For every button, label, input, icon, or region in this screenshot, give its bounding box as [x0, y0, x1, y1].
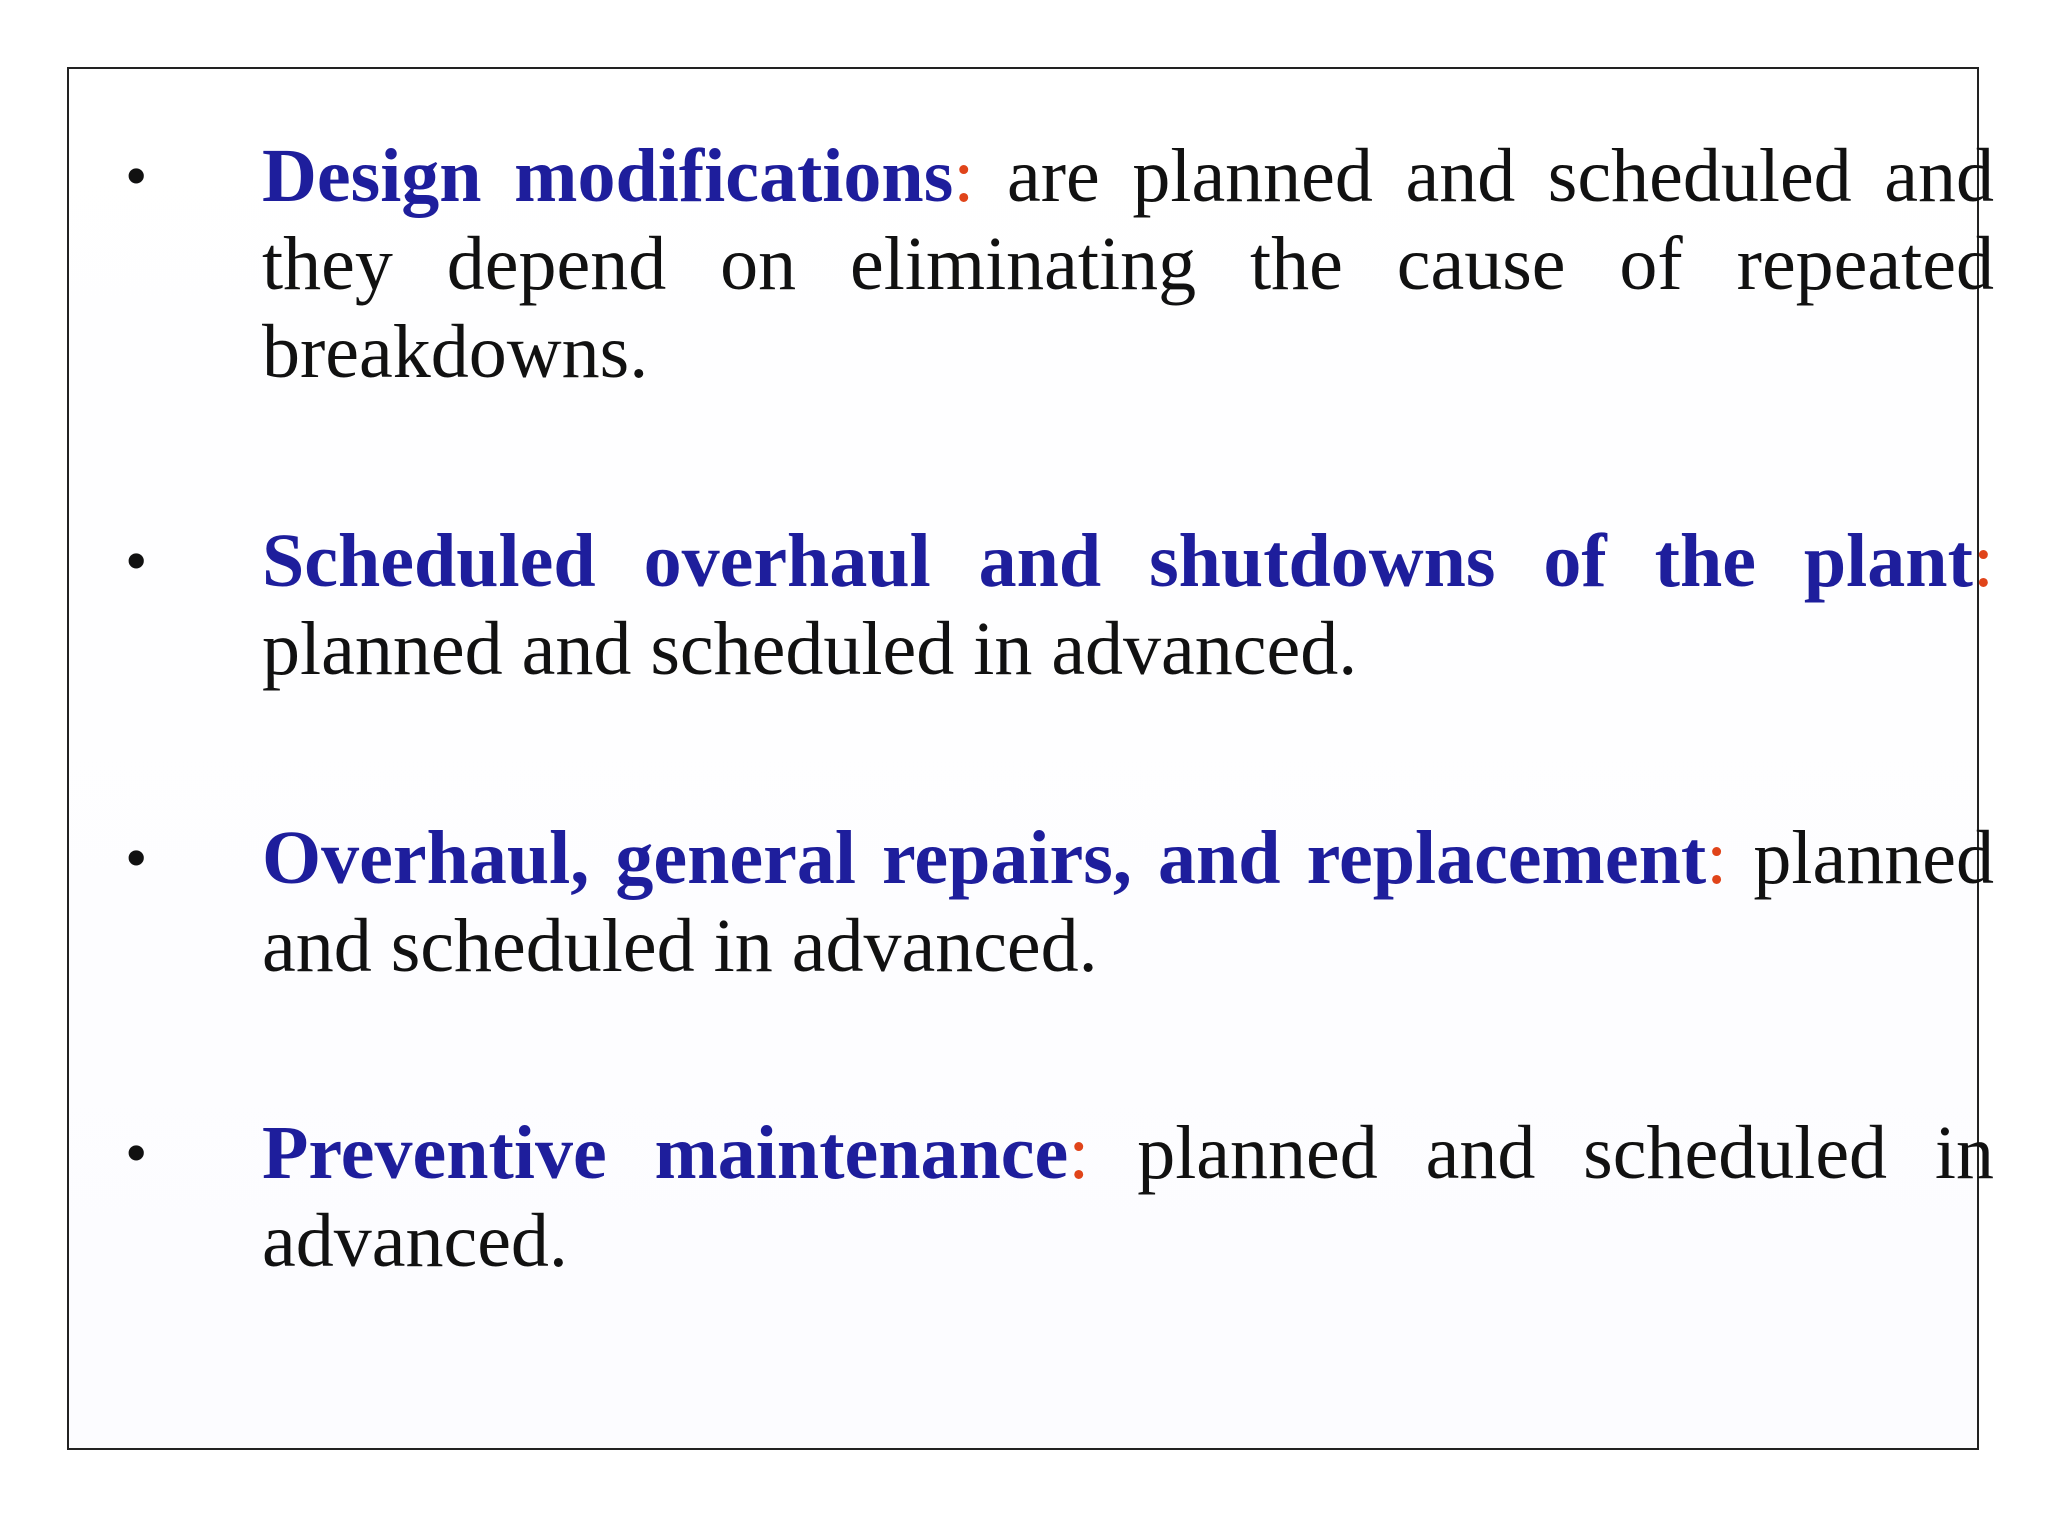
- bullet-icon: •: [125, 822, 148, 893]
- term: Preventive maintenance: [262, 1111, 1069, 1195]
- colon: :: [1972, 519, 1994, 603]
- list-item-text: [262, 517, 1994, 693]
- term: Overhaul, general repairs, and replacement: [262, 816, 1707, 900]
- description: planned and scheduled in advanced.: [262, 607, 1358, 691]
- list-item-text: [262, 814, 1994, 990]
- colon: :: [1706, 816, 1728, 900]
- list-item-text: [262, 132, 1994, 396]
- colon: :: [953, 134, 975, 218]
- bullet-icon: •: [125, 525, 148, 596]
- term: Design modifications: [262, 134, 954, 218]
- bullet-list: [69, 69, 1994, 1448]
- bullet-icon: •: [125, 1117, 148, 1188]
- colon: :: [1068, 1111, 1090, 1195]
- description: are planned and scheduled and they depend on eliminating the cause of repeated breakdowns.: [262, 134, 1994, 394]
- description: planned and scheduled in advanced.: [262, 816, 1994, 988]
- term: Scheduled overhaul and shutdowns of the plant: [262, 519, 1973, 603]
- bullet-icon: •: [125, 140, 148, 211]
- description: planned and scheduled in advanced.: [262, 1111, 1994, 1283]
- slide-frame: [67, 67, 1994, 1450]
- list-item-text: [262, 1109, 1994, 1285]
